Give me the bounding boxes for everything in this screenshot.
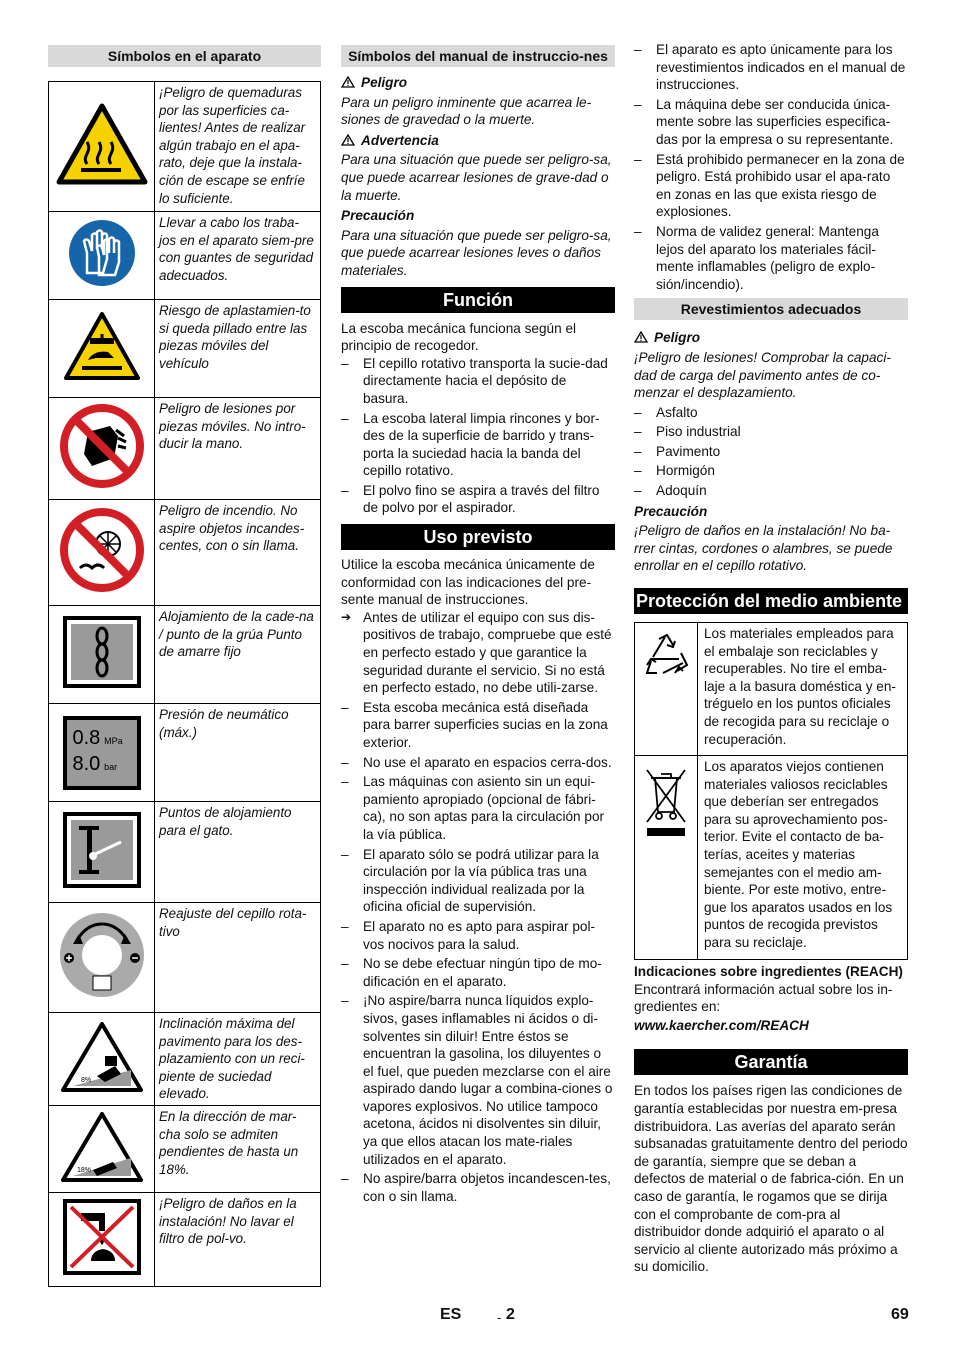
list-item: – Pavimento xyxy=(634,443,908,461)
advertencia-text: Para una situación que puede ser peligro-sa, que puede acarrear lesiones de grave-dad o la muerte. xyxy=(341,152,612,203)
no-wash-filter-icon xyxy=(49,1193,155,1287)
uso-arrow-note: ➔ Antes de utilizar el equipo con sus dis-positivos de trabajo, compruebe que esté en perfecto estado y que garantice la seguridad durante el servicio. Si no está en perfecto estado, no debe utili-zarse. xyxy=(341,609,615,697)
max-slope-18-icon xyxy=(49,1106,155,1193)
peligro-heading xyxy=(341,74,615,92)
symbol-text: Llevar a cabo los traba-jos en el aparato siem-pre con guantes de seguridad adecuados. xyxy=(155,212,321,300)
list-item: – El cepillo rotativo transporta la sucie-dad directamente hacia el depósito de basura. xyxy=(341,355,615,408)
list-item: – No use el aparato en espacios cerra-dos. xyxy=(341,754,615,772)
section-title-funcion: Función xyxy=(341,287,615,313)
rev-peligro-heading xyxy=(634,329,908,347)
crossed-bin-icon xyxy=(635,756,698,960)
brush-adjust-icon xyxy=(49,903,155,1013)
symbol-text: ¡Peligro de daños en la instalación! No lavar el filtro de pol-vo. xyxy=(155,1193,321,1287)
rev-peligro-label: Peligro xyxy=(654,330,701,346)
list-item: – El aparato sólo se podrá utilizar para la circulación por la vía pública tras una inspección individual realizada por la oficina oficial de supervisión. xyxy=(341,846,615,916)
precaucion-label: Precaución xyxy=(341,208,415,224)
no-burning-objects-icon xyxy=(49,500,155,606)
crush-hazard-icon xyxy=(49,300,155,398)
reach-title: Indicaciones sobre ingredientes (REACH) xyxy=(634,964,903,980)
slope-label-2: 18% xyxy=(76,1166,91,1174)
surfaces-list xyxy=(634,404,908,500)
section-header-revestimientos: Revestimientos adecuados xyxy=(634,298,908,320)
warning-triangle-icon xyxy=(341,134,355,146)
no-hand-reach-icon xyxy=(49,398,155,500)
list-item: – Piso industrial xyxy=(634,423,908,441)
symbol-text: En la dirección de mar-cha solo se admiten pendientes de hasta un 18%. xyxy=(155,1106,321,1193)
symbol-text: ¡Peligro de quemaduras por las superficies ca-lientes! Antes de realizar algún trabajo en el apa-rato, deje que la instala-ción de escape se enfríe lo suficiente. xyxy=(155,82,321,212)
env-text-old-devices: Los aparatos viejos contienen materiales valiosos reciclables que deberían ser entregados para su aprovechamiento pos-terior. Evite el contacto de ba-terías, aceites y materias semejantes con el medio am-biente. Por este motivo, entre-gue los aparatos usados en los puntos de recogida previstos para su reciclaje. xyxy=(698,756,908,960)
jack-point-icon xyxy=(49,802,155,903)
symbol-text: Peligro de lesiones por piezas móviles. No intro-ducir la mano. xyxy=(155,398,321,500)
list-item: – La escoba lateral limpia rincones y bor-des de la superficie de barrido y trans-porta la suciedad hacia la banda del cepillo rotativo. xyxy=(341,410,615,480)
list-item: – No aspire/barra objetos incandescen-tes, con o sin llama. xyxy=(341,1170,615,1205)
rev-precaucion-label: Precaución xyxy=(634,503,708,519)
list-item: – El aparato es apto únicamente para los revestimientos indicados en el manual de instrucciones. xyxy=(634,41,908,94)
gloves-mandatory-icon xyxy=(49,212,155,300)
list-item: – Norma de validez general: Mantenga lejos del aparato los materiales fácil-mente inflamables (peligro de explo-sión/incendio). xyxy=(634,223,908,293)
slope-label-1: 8% xyxy=(80,1076,91,1084)
funcion-intro: La escoba mecánica funciona según el principio de recogedor. xyxy=(341,320,577,354)
reach-text: Encontrará información actual sobre los in-gredientes en: xyxy=(634,981,893,1015)
pressure-value-mpa: 0.8 xyxy=(72,726,101,749)
warning-triangle-icon xyxy=(341,76,355,88)
rev-peligro-text: ¡Peligro de lesiones! Comprobar la capaci-dad de carga del pavimento antes de co-menzar el desplazamiento. xyxy=(634,349,891,401)
environment-table xyxy=(634,622,908,960)
pressure-unit-mpa: MPa xyxy=(104,735,123,746)
list-item: – No se debe efectuar ningún tipo de mo-dificación en el aparato. xyxy=(341,955,615,990)
reach-link[interactable]: www.kaercher.com/REACH xyxy=(634,1017,809,1033)
chain-lashing-point-icon xyxy=(49,606,155,704)
list-item: – Está prohibido permanecer en la zona de peligro. Está prohibido usar el apa-rato en zonas en las que exista riesgo de explosiones. xyxy=(634,151,908,221)
list-item: – ¡No aspire/barra nunca líquidos explo-sivos, gases inflamables ni ácidos o di-solventes sin diluir! Entre éstos se encuentran la gasolina, los diluyentes o el fuel, que pueden mezclarse con el aire aspirado dando lugar a combina-ciones o vapores explosivos. No utilice tampoco acetona, ácidos ni disolventes sin diluir, ya que ellos atacan los mate-riales utilizados en el aparato. xyxy=(341,992,615,1168)
symbol-text: Presión de neumático (máx.) xyxy=(155,704,321,802)
peligro-text: Para un peligro inminente que acarrea le-siones de gravedad o la muerte. xyxy=(341,94,592,128)
uso-list xyxy=(341,699,615,1206)
column-manual-symbols xyxy=(341,45,615,1205)
list-item: – Las máquinas con asiento sin un equi-pamiento apropiado (opcional de fábri-ca), no son aptas para la circulación por la vía pública. xyxy=(341,773,615,843)
section-title-garantia: Garantía xyxy=(634,1049,908,1075)
uso-list-continued xyxy=(634,41,908,293)
section-header-device-symbols: Símbolos en el aparato xyxy=(48,45,321,67)
list-item: – Asfalto xyxy=(634,404,908,422)
hot-surface-warning-icon xyxy=(49,82,155,212)
footer-separator: - xyxy=(497,1310,502,1325)
list-item: – La máquina debe ser conducida única-mente sobre las superficies especifica-das por la empresa o su representante. xyxy=(634,96,908,149)
symbol-text: Riesgo de aplastamien-to si queda pillado entre las piezas móviles del vehículo xyxy=(155,300,321,398)
footer-language: ES xyxy=(440,1306,462,1323)
symbol-text: Peligro de incendio. No aspire objetos incandes-centes, con o sin llama. xyxy=(155,500,321,606)
recycle-icon xyxy=(635,623,698,756)
symbol-text: Alojamiento de la cade-na / punto de la grúa Punto de amarre fijo xyxy=(155,606,321,704)
advertencia-heading xyxy=(341,132,615,150)
section-title-medio-ambiente: Protección del medio ambiente xyxy=(634,588,908,614)
funcion-list xyxy=(341,355,615,517)
list-item: – Adoquín xyxy=(634,482,908,500)
max-slope-raised-container-icon xyxy=(49,1013,155,1106)
footer-page-number: 69 xyxy=(891,1306,909,1323)
tire-pressure-icon xyxy=(49,704,155,802)
precaucion-text: Para una situación que puede ser peligro-sa, que puede acarrear lesiones leves o daños materiales. xyxy=(341,227,612,278)
footer-section-number: 2 xyxy=(506,1306,515,1323)
uso-intro: Utilice la escoba mecánica únicamente de conformidad con las indicaciones del pre-sente manual de instrucciones. xyxy=(341,557,595,608)
section-header-manual-symbols: Símbolos del manual de instruccio-nes xyxy=(341,45,615,67)
list-item: – Hormigón xyxy=(634,462,908,480)
symbols-table xyxy=(48,81,321,1287)
column-symbols-device xyxy=(48,45,321,1287)
section-title-uso-previsto: Uso previsto xyxy=(341,524,615,550)
pressure-value-bar: 8.0 xyxy=(72,753,101,776)
column-right xyxy=(634,42,908,1276)
advertencia-label: Advertencia xyxy=(361,132,439,148)
env-text-packaging: Los materiales empleados para el embalaje son reciclables y recuperables. No tire el emba-laje a la basura doméstica y en-tréguelo en los puntos oficiales de recogida para su reciclaje o recuperación. xyxy=(698,623,908,756)
rev-precaucion-text: ¡Peligro de daños en la instalación! No ba-rrer cintas, cordones o alambres, se puede enrollar en el cepillo rotativo. xyxy=(634,523,893,574)
list-item: – El aparato no es apto para aspirar pol-vos nocivos para la salud. xyxy=(341,918,615,953)
symbol-text: Puntos de alojamiento para el gato. xyxy=(155,802,321,903)
symbol-text: Reajuste del cepillo rota-tivo xyxy=(155,903,321,1013)
peligro-label: Peligro xyxy=(361,75,408,90)
list-item: – Esta escoba mecánica está diseñada para barrer superficies sucias en la zona exterior. xyxy=(341,699,615,752)
pressure-unit-bar: bar xyxy=(104,762,118,773)
symbol-text: Inclinación máxima del pavimento para los des-plazamiento con un reci-piente de suciedad elevado. xyxy=(155,1013,321,1106)
list-item: – El polvo fino se aspira a través del filtro de polvo por el aspirador. xyxy=(341,482,615,517)
warning-triangle-icon xyxy=(634,331,648,343)
garantia-text: En todos los países rigen las condiciones de garantía establecidas por nuestra em-presa distribuidora. Las averías del aparato serán subsanadas gratuitamente dentro del periodo de garantía, siempre que se deban a defectos de material o de fabrica-ción. En un caso de garantía, le rogamos que se dirija con el comprobante de com-pra al distribuidor donde adquirió el aparato o al servicio al cliente autorizado más próximo a su domicilio. xyxy=(634,1083,908,1275)
